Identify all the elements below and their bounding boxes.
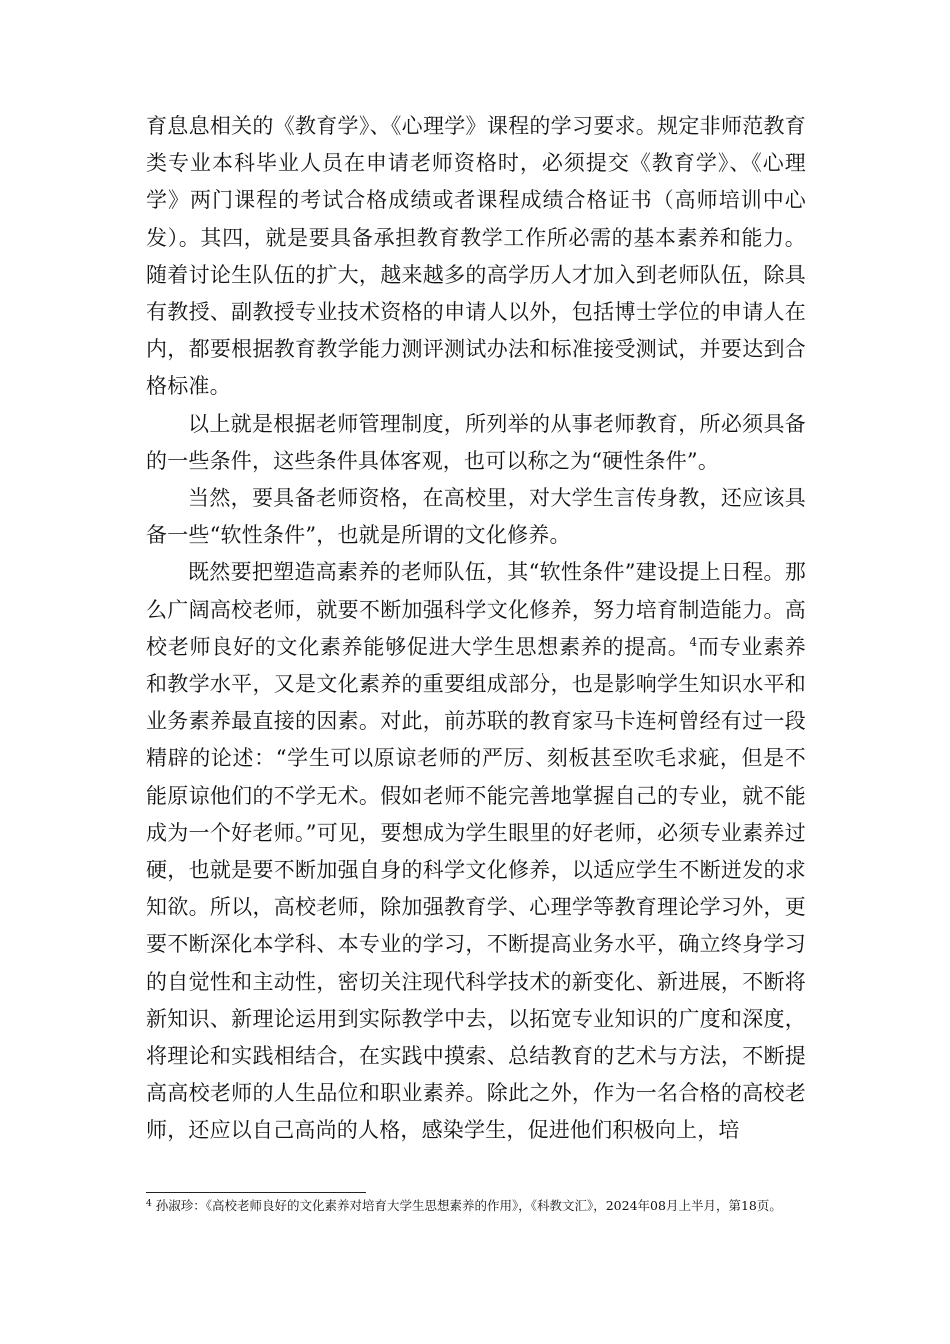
- footnote-text: 孙淑珍：《高校老师良好的文化素养对培育大学生思想素养的作用》，《科教文汇》，2024年08月上半月，第18页。: [155, 1198, 782, 1213]
- document-body: [146, 108, 806, 1150]
- paragraph-soft-conditions: 当然，要具备老师资格，在高校里，对大学生言传身教，还应该具备一些“软性条件”，也就是所谓的文化修养。: [146, 486, 806, 548]
- paragraph-continuation: 育息息相关的《教育学》、《心理学》课程的学习要求。规定非师范教育类专业本科毕业人员在申请老师资格时，必须提交《教育学》、《心理学》两门课程的考试合格成绩或者课程成绩合格证书（高师培训中心发）。其四，就是要具备承担教育教学工作所必需的基本素养和能力。随着讨论生队伍的扩大，越来越多的高学历人才加入到老师队伍，除具有教授、副教授专业技术资格的申请人以外，包括博士学位的申请人在内，都要根据教育教学能力测评测试办法和标准接受测试，并要达到合格标准。: [146, 114, 806, 399]
- paragraph-text-after-ref: 而专业素养和教学水平，又是文化素养的重要组成部分，也是影响学生知识水平和业务素养最直接的因素。对此，前苏联的教育家马卡连柯曾经有过一段精辟的论述：“学生可以原谅老师的严厉、刻板甚至吹毛求疵，但是不能原谅他们的不学无术。假如老师不能完善地掌握自己的专业，就不能成为一个好老师。”可见，要想成为学生眼里的好老师，必须专业素养过硬，也就是要不断加强自身的科学文化修养，以适应学生不断迸发的求知欲。所以，高校老师，除加强教育学、心理学等教育理论学习外，更要不断深化本学科、本专业的学习，不断提高业务水平，确立终身学习的自觉性和主动性，密切关注现代科学技术的新变化、新进展，不断将新知识、新理论运用到实际教学中去，以拓宽专业知识的广度和深度，将理论和实践相结合，在实践中摸索、总结教育的艺术与方法，不断提高高校老师的人生品位和职业素养。除此之外，作为一名合格的高校老师，还应以自己高尚的人格，感染学生，促进他们积极向上，培: [146, 634, 807, 1143]
- footnote-number: 4: [146, 1199, 152, 1209]
- footnote-reference[interactable]: 4: [689, 634, 698, 649]
- footnote: [146, 1197, 806, 1214]
- paragraph-cultural-literacy: [146, 554, 806, 1149]
- paragraph-text-before-ref: 既然要把塑造高素养的老师队伍，其“软性条件”建设提上日程。那么广阔高校老师，就要不断加强科学文化修养，努力培育制造能力。高校老师良好的文化素养能够促进大学生思想素养的提高。: [146, 560, 806, 659]
- footnote-separator: [146, 1192, 366, 1193]
- paragraph-hard-conditions: 以上就是根据老师管理制度，所列举的从事老师教育，所必须具备的一些条件，这些条件具体客观，也可以称之为“硬性条件”。: [146, 411, 806, 473]
